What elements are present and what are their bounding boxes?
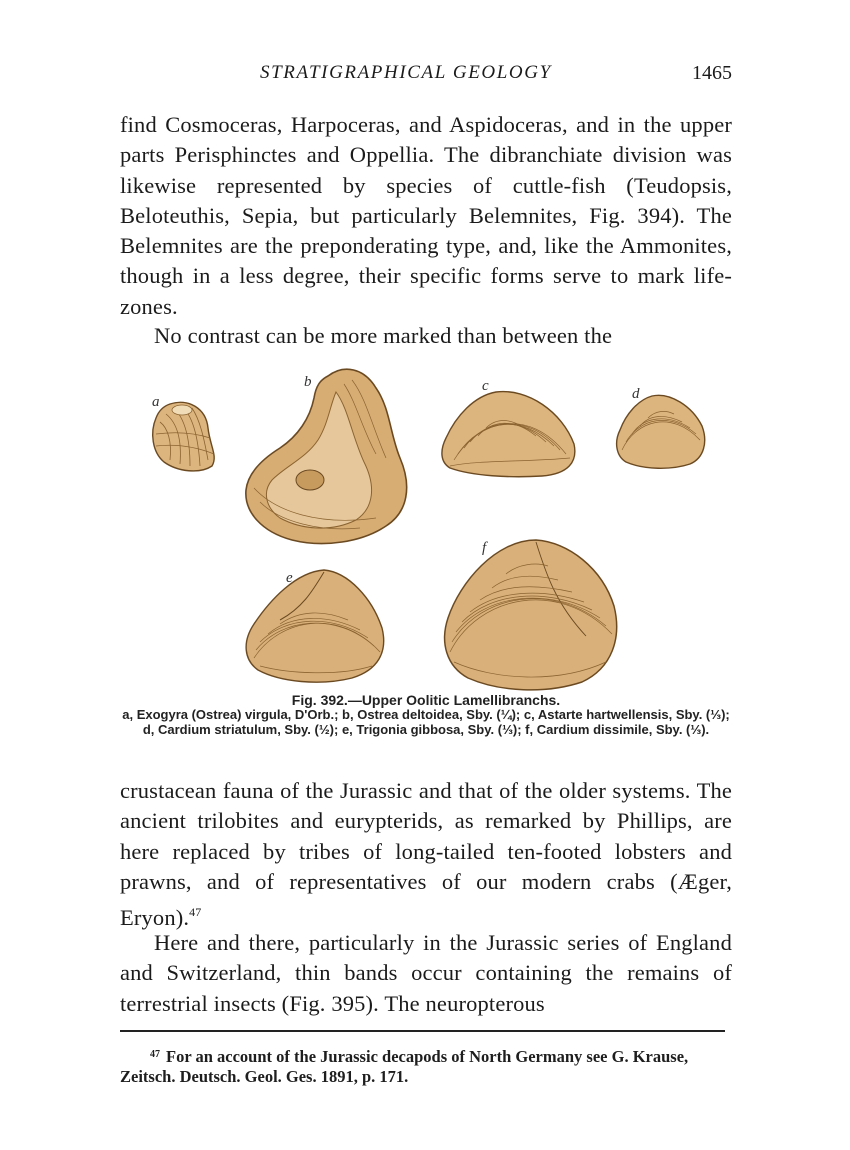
footnote-text: For an account of the Jurassic decapods of North Germany see G. Krause, Zeitsch. Deutsch. Geol. Ges. 1891, p. 171. [120, 1047, 689, 1086]
figure-lamellibranchs [120, 356, 732, 686]
figure-label-f: f [482, 540, 487, 556]
figure-caption [120, 692, 732, 737]
figure-label-e: e [286, 570, 293, 586]
footnote-mark: 47 [150, 1049, 160, 1060]
paragraph-ammonites-belemnites: find Cosmoceras, Harpoceras, and Aspidoceras, and in the upper parts Perisphinctes and Oppellia. The dibranchiate division was likewise represented by species of cuttle-fish (Teudopsis, Beloteuthis, Sepia, but particularly Belemnites, Fig. 394). The Belemnites are the preponderating type, and, like the Ammonites, though in a less degree, their specific forms serve to mark life-zones. [120, 112, 732, 319]
running-title: STRATIGRAPHICAL GEOLOGY [260, 62, 552, 83]
figure-label-a: a [152, 394, 160, 410]
figure-label-b: b [304, 374, 312, 390]
shell-c-astarte [438, 384, 580, 480]
shell-b-ostrea [240, 362, 420, 552]
paragraph-crustacean-text: crustacean fauna of the Jurassic and that of the older systems. The ancient trilobites and eurypterids, as remarked by Phillips, are here replaced by tribes of long-tailed ten-footed lobsters and prawns, and of representatives of our modern crabs (Æger, Eryon). [120, 778, 732, 931]
figure-caption-body: a, Exogyra (Ostrea) virgula, D'Orb.; b, Ostrea deltoidea, Sby. (¼); c, Astarte hartwellensis, Sby. (⅓); d, Cardium striatulum, Sby. (½); e, Trigonia gibbosa, Sby. (⅓); f, Cardium dissimile, Sby. (⅓). [122, 707, 730, 737]
shell-d-cardium [612, 390, 710, 472]
paragraph-crustacean-fauna [120, 776, 732, 933]
shell-a-exogyra [148, 398, 220, 474]
shell-f-cardium-dissimile [438, 534, 622, 692]
figure-label-c: c [482, 378, 489, 394]
footnote-reference[interactable]: 47 [189, 905, 202, 920]
shell-e-trigonia [240, 562, 392, 686]
running-head [120, 62, 732, 90]
figure-caption-title: Fig. 392.—Upper Oolitic Lamellibranchs. [291, 692, 561, 708]
paragraph-contrast-start: No contrast can be more marked than between the [154, 323, 613, 348]
footnote [120, 1045, 732, 1087]
page-number: 1465 [692, 62, 732, 84]
paragraph-insects: Here and there, particularly in the Jurassic series of England and Switzerland, thin bands occur containing the remains of terrestrial insects (Fig. 395). The neuropterous [120, 930, 732, 1016]
footnote-rule [120, 1030, 725, 1032]
book-page [120, 0, 732, 1150]
figure-label-d: d [632, 386, 640, 402]
